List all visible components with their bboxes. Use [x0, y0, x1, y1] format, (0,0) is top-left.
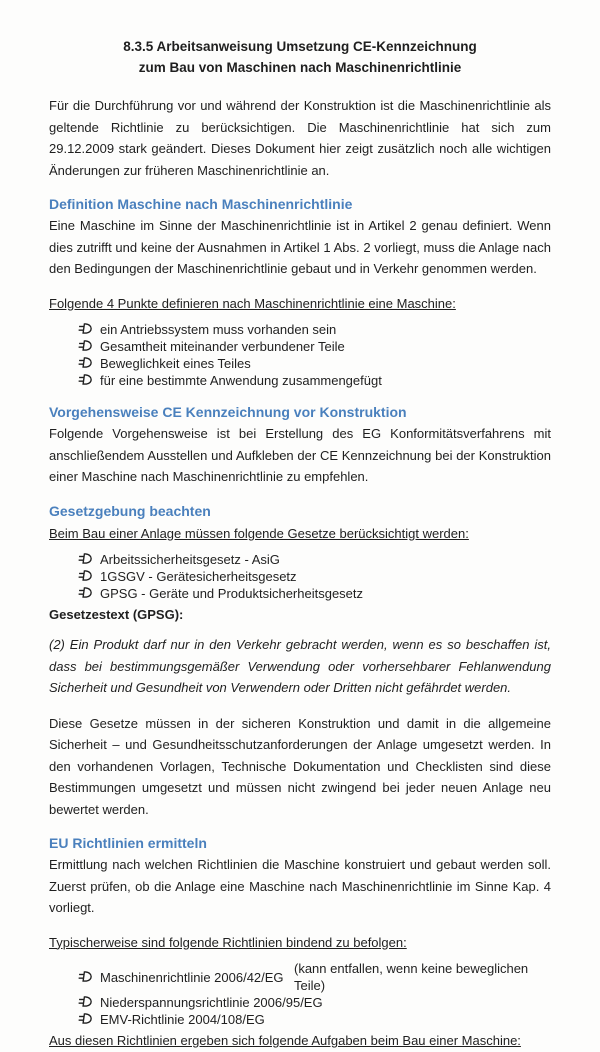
- list-item-label: 1GSGV - Gerätesicherheitsgesetz: [100, 569, 297, 584]
- gesetzestext-label: Gesetzestext (GPSG):: [49, 607, 184, 622]
- list-item: [78, 551, 551, 568]
- list-item-label: für eine bestimmte Anwendung zusammengefügt: [100, 373, 382, 388]
- arrow-bullet-icon: [78, 568, 93, 585]
- list-item-label: Maschinenrichtlinie 2006/42/EG: [100, 969, 284, 985]
- list-item-label: Niederspannungsrichtlinie 2006/95/EG: [100, 995, 323, 1010]
- list-item-label: Arbeitssicherheitsgesetz - AsiG: [100, 552, 280, 567]
- arrow-bullet-icon: [78, 321, 93, 338]
- arrow-bullet-icon: [78, 355, 93, 372]
- section-heading-definition: Definition Maschine nach Maschinenrichtlinie: [49, 196, 353, 212]
- list-item: [78, 321, 551, 338]
- page-title-line2: zum Bau von Maschinen nach Maschinenrichtlinie: [138, 60, 462, 75]
- list-item-label: Gesamtheit miteinander verbundener Teile: [100, 339, 345, 354]
- definition-list: [49, 321, 551, 389]
- list-item-label: Beweglichkeit eines Teiles: [100, 356, 251, 371]
- list-item-label: EMV-Richtlinie 2004/108/EG: [100, 1012, 265, 1027]
- arrow-bullet-icon: [78, 994, 93, 1011]
- list-item-note: (kann entfallen, wenn keine beweglichen Teile): [294, 961, 529, 993]
- page-title: [49, 36, 551, 78]
- list-item: [78, 585, 551, 602]
- eu-paragraph: Ermittlung nach welchen Richtlinien die Maschine konstruiert und gebaut werden soll. Zuerst prüfen, ob die Anlage eine Maschine nach Maschinenrichtlinie im Sinne Kap. 4 vorliegt.: [49, 857, 551, 915]
- definition-paragraph: Eine Maschine im Sinne der Maschinenrichtlinie ist in Artikel 2 genau definiert. Wenn dies zutrifft und keine der Ausnahmen in Artikel 1 Abs. 2 vorliegt, muss die Anlage nach den Bedingungen der Maschinenrichtlinie gebaut und in Verkehr genommen werden.: [49, 218, 551, 276]
- arrow-bullet-icon: [78, 585, 93, 602]
- gesetzgebung-list: [49, 551, 551, 602]
- section-heading-eu-richtlinien: EU Richtlinien ermitteln: [49, 835, 207, 851]
- page-title-line1: 8.3.5 Arbeitsanweisung Umsetzung CE-Kennzeichnung: [123, 39, 477, 54]
- arrow-bullet-icon: [78, 1011, 93, 1028]
- list-item: [78, 960, 551, 994]
- gesetzgebung-list-intro: Beim Bau einer Anlage müssen folgende Gesetze berücksichtigt werden:: [49, 525, 469, 541]
- section-heading-gesetzgebung: Gesetzgebung beachten: [49, 502, 211, 519]
- list-item: [78, 338, 551, 355]
- list-item-label: ein Antriebssystem muss vorhanden sein: [100, 322, 337, 337]
- arrow-bullet-icon: [78, 338, 93, 355]
- eu-outro-line: Aus diesen Richtlinien ergeben sich folgende Aufgaben beim Bau einer Maschine:: [49, 1033, 521, 1048]
- definition-list-intro: Folgende 4 Punkte definieren nach Maschinenrichtlinie eine Maschine:: [49, 295, 456, 311]
- list-item: [78, 994, 551, 1011]
- list-item: [78, 355, 551, 372]
- gesetzgebung-paragraph: Diese Gesetze müssen in der sicheren Konstruktion und damit in die allgemeine Sicherheit – und Gesundheitsschutzanforderungen der Anlage umgesetzt werden. In den vorhandenen Vorlagen, Technische Dokumentation und Checklisten sind diese Bestimmungen umgesetzt und müssen nicht zwingend bei jeder neuen Anlage neu bewertet werden.: [49, 715, 551, 817]
- intro-paragraph: Für die Durchführung vor und während der Konstruktion ist die Maschinenrichtlinie als geltende Richtlinie zu berücksichtigen. Die Maschinenrichtlinie hat sich zum 29.12.2009 stark geändert. Dieses Dokument hier zeigt zusätzlich noch alle wichtigen Änderungen zur früheren Maschinenrichtlinie an.: [49, 98, 551, 178]
- gesetzestext-quote: (2) Ein Produkt darf nur in den Verkehr gebracht werden, wenn es so beschaffen ist, dass bei bestimmungsgemäßer Verwendung oder vorhersehbarer Fehlanwendung Sicherheit und Gesundheit von Verwendern oder Dritten nicht gefährdet werden.: [49, 637, 551, 695]
- list-item: [78, 372, 551, 389]
- list-item-label: GPSG - Geräte und Produktsicherheitsgesetz: [100, 586, 364, 601]
- arrow-bullet-icon: [78, 969, 93, 986]
- eu-richtlinien-list: [49, 960, 551, 1028]
- list-item: [78, 568, 551, 585]
- arrow-bullet-icon: [78, 551, 93, 568]
- list-item: [78, 1011, 551, 1028]
- eu-list-intro: Typischerweise sind folgende Richtlinien bindend zu befolgen:: [49, 934, 407, 950]
- arrow-bullet-icon: [78, 372, 93, 389]
- vorgehensweise-paragraph: Folgende Vorgehensweise ist bei Erstellung des EG Konformitätsverfahrens mit anschließendem Ausstellen und Aufkleben der CE Kennzeichnung bei der Konstruktion einer Maschine nach Maschinenrichtlinie zu empfehlen.: [49, 426, 551, 484]
- section-heading-vorgehensweise: Vorgehensweise CE Kennzeichnung vor Konstruktion: [49, 404, 407, 420]
